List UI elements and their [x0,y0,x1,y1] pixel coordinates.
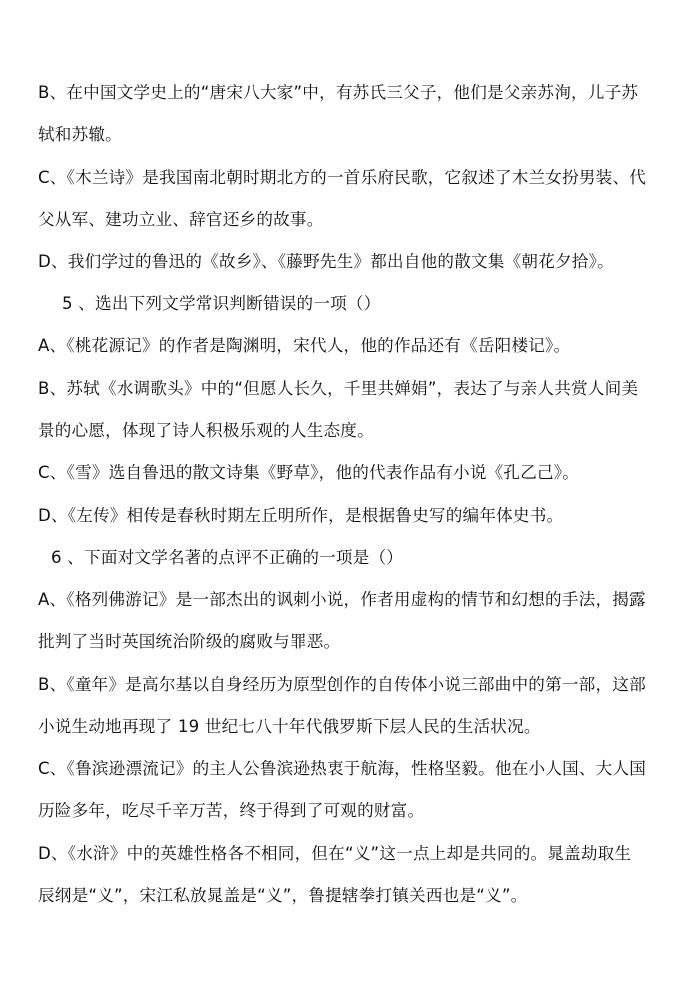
question-5-title: 5 、选出下列文学常识判断错误的一项（） [62,294,381,313]
q6-option-d-line-2: 辰纲是“义”，宋江私放晁盖是“义”，鲁提辖拳打镇关西也是“义”。 [38,886,528,905]
option-c-line-2: 父从军、建功立业、辞官还乡的故事。 [38,210,324,229]
q5-option-b-line-2: 景的心愿，体现了诗人积极乐观的人生态度。 [38,421,374,440]
option-b-line-1: B、在中国文学史上的“唐宋八大家”中，有苏氏三父子，他们是父亲苏洵，儿子苏 [38,83,639,102]
q6-option-a-line-1: A、《格列佛游记》是一部杰出的讽刺小说，作者用虚构的情节和幻想的手法，揭露 [38,590,646,609]
q6-option-b-line-1: B、《童年》是高尔基以自身经历为原型创作的自传体小说三部曲中的第一部，这部 [38,675,646,694]
option-c-line-1: C、《木兰诗》是我国南北朝时期北方的一首乐府民歌，它叙述了木兰女扮男装、代 [38,168,647,187]
question-6-title: 6 、下面对文学名著的点评不正确的一项是（） [51,548,404,567]
q5-option-a: A、《桃花源记》的作者是陶渊明，宋代人，他的作品还有《岳阳楼记》。 [38,336,571,355]
option-d-line-1: D、我们学过的鲁迅的《故乡》、《藤野先生》都出自他的散文集《朝花夕拾》。 [38,252,614,271]
q6-option-c-line-2: 历险多年，吃尽千辛万苦，终于得到了可观的财富。 [38,801,425,820]
q6-option-c-line-1: C、《鲁滨逊漂流记》的主人公鲁滨逊热衷于航海，性格坚毅。他在小人国、大人国 [38,759,647,778]
option-b-line-2: 轼和苏辙。 [38,125,122,144]
q5-option-c: C、《雪》选自鲁迅的散文诗集《野草》，他的代表作品有小说《孔乙己》。 [38,463,580,482]
q5-option-d: D、《左传》相传是春秋时期左丘明所作，是根据鲁史写的编年体史书。 [38,506,564,525]
q5-option-b-line-1: B、苏轼《水调歌头》中的“但愿人长久，千里共婵娟”，表达了与亲人共赏人间美 [38,379,639,398]
q6-option-b-line-2: 小说生动地再现了 19 世纪七八十年代俄罗斯下层人民的生活状况。 [38,717,541,736]
q6-option-d-line-1: D、《水浒》中的英雄性格各不相同，但在“义”这一点上却是共同的。晁盖劫取生 [38,844,632,863]
q6-option-a-line-2: 批判了当时英国统治阶级的腐败与罪恶。 [38,632,341,651]
